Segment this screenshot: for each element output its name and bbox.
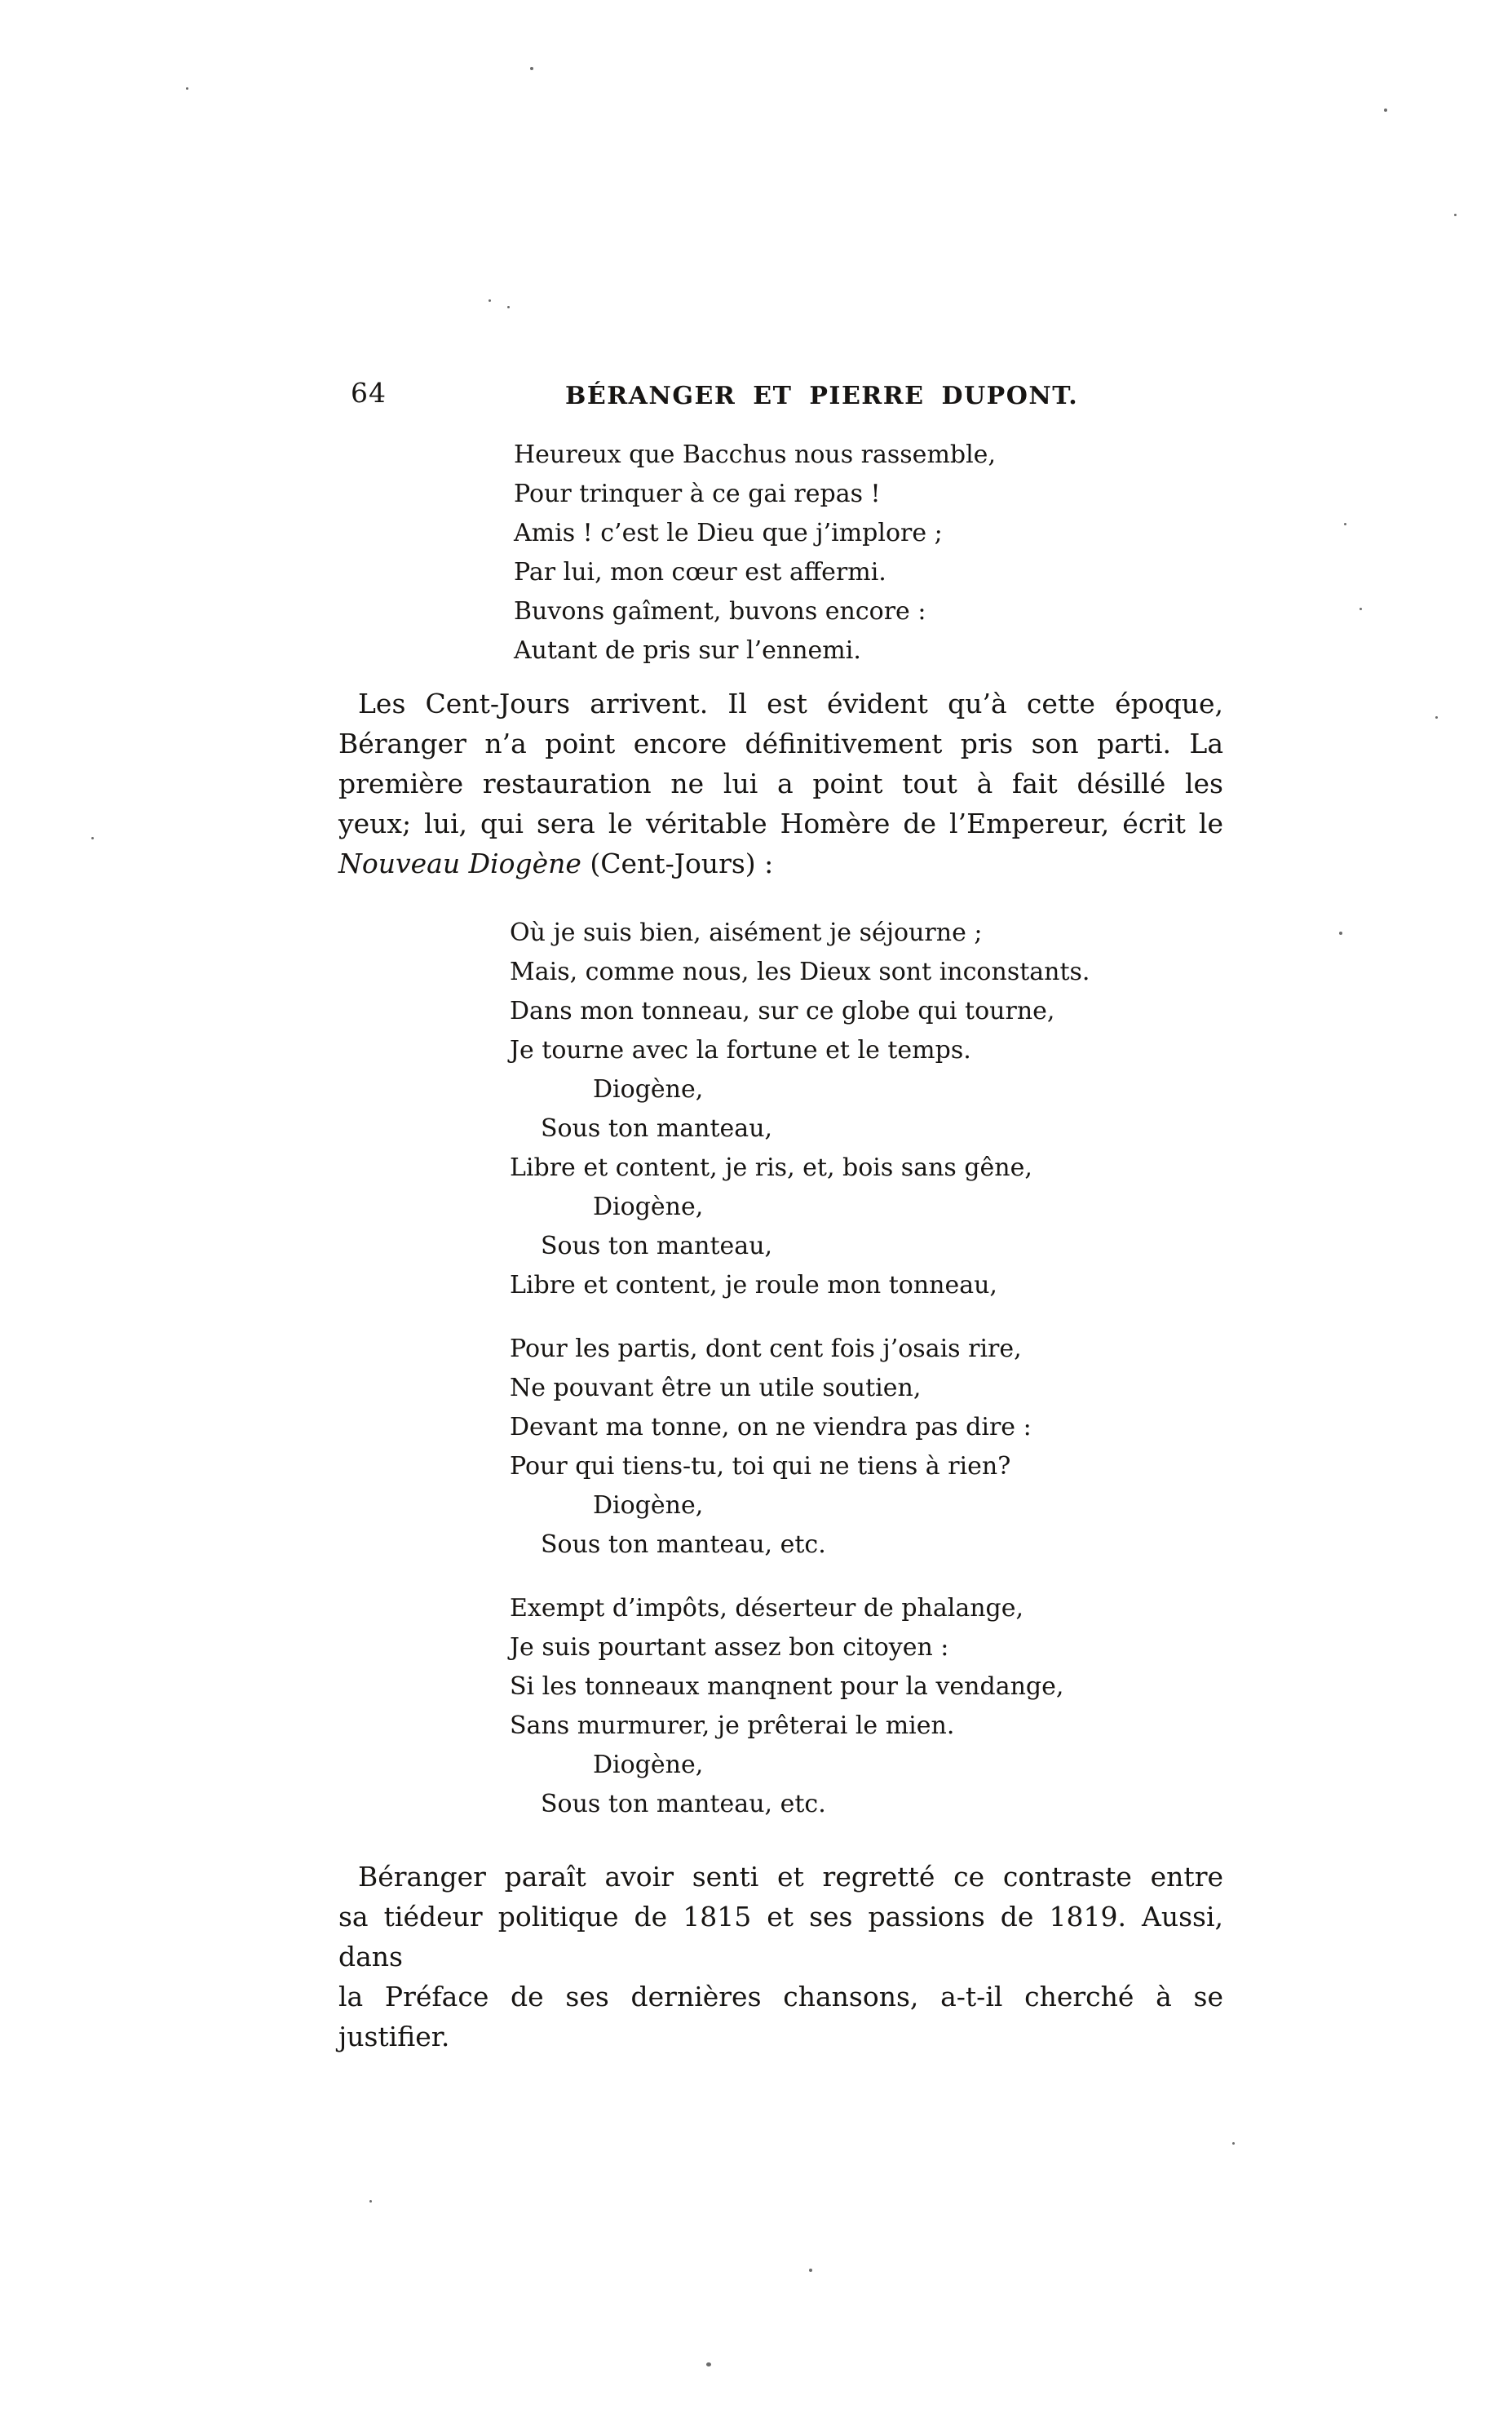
scan-speck — [1359, 608, 1362, 610]
scan-speck — [706, 2362, 711, 2367]
paragraph-line — [338, 843, 1223, 883]
scan-speck — [507, 306, 510, 308]
poem-nouveau-diogene — [510, 914, 1090, 1824]
verse-line: Par lui, mon cœur est affermi. — [514, 558, 886, 587]
verse-line-refrain: Diogène, — [593, 1751, 704, 1779]
verse-line: Pour qui tiens-tu, toi qui ne tiens à rien? — [510, 1452, 1011, 1481]
verse-line: Ne pouvant être un utile soutien, — [510, 1374, 922, 1402]
scan-speck — [369, 2200, 372, 2203]
verse-line: Pour les partis, dont cent fois j’osais rire, — [510, 1335, 1022, 1363]
scan-speck — [1339, 932, 1342, 935]
paragraph-line: yeux; lui, qui sera le véritable Homère de l’Empereur, écrit le — [338, 808, 1223, 839]
verse-line: Autant de pris sur l’ennemi. — [514, 636, 861, 665]
paragraph-line-text: (Cent-Jours) : — [581, 848, 774, 879]
verse-line-refrain: Diogène, — [593, 1491, 704, 1520]
paragraph-line: sa tiédeur politique de 1815 et ses passions de 1819. Aussi, dans — [338, 1901, 1223, 1972]
scan-speck — [1454, 214, 1457, 216]
verse-line: Dans mon tonneau, sur ce globe qui tourne, — [510, 997, 1055, 1025]
verse-line-refrain: Sous ton manteau, etc. — [541, 1790, 826, 1818]
scan-speck — [1384, 108, 1387, 112]
verse-line: Pour trinquer à ce gai repas ! — [514, 480, 881, 508]
paragraph-preface — [338, 1857, 1223, 2057]
scan-speck — [809, 2269, 812, 2272]
paragraph-cent-jours — [338, 684, 1223, 883]
stanza-bacchus — [514, 436, 996, 671]
verse-line: Exempt d’impôts, déserteur de phalange, — [510, 1594, 1024, 1623]
scan-speck — [1344, 523, 1346, 525]
verse-line: Si les tonneaux manqnent pour la vendange, — [510, 1672, 1064, 1701]
verse-line-refrain: Sous ton manteau, etc. — [541, 1530, 826, 1559]
verse-line: Amis ! c’est le Dieu que j’implore ; — [514, 519, 943, 547]
verse-line-refrain: Sous ton manteau, — [541, 1232, 773, 1260]
scan-speck — [489, 299, 491, 302]
verse-line: Sans murmurer, je prêterai le mien. — [510, 1711, 955, 1740]
verse-line: Heureux que Bacchus nous rassemble, — [514, 441, 996, 469]
work-title-italic: Nouveau Diogène — [338, 848, 581, 879]
paragraph-line: Béranger paraît avoir senti et regretté ce contraste entre — [358, 1861, 1223, 1893]
paragraph-line: Béranger n’a point encore définitivement pris son parti. La — [338, 728, 1223, 759]
paragraph-line: la Préface de ses dernières chansons, a-t-il cherché à se justifier. — [338, 1981, 1223, 2052]
poem-stanza — [510, 1330, 1090, 1565]
verse-line-refrain: Diogène, — [593, 1075, 704, 1104]
verse-line: Devant ma tonne, on ne viendra pas dire : — [510, 1413, 1032, 1441]
running-header: BÉRANGER ET PIERRE DUPONT. — [565, 382, 1079, 410]
paragraph-line: première restauration ne lui a point tout à fait désillé les — [338, 768, 1223, 799]
verse-line: Mais, comme nous, les Dieux sont inconstants. — [510, 958, 1090, 986]
verse-line-refrain: Sous ton manteau, — [541, 1114, 773, 1143]
scan-speck — [1435, 716, 1438, 719]
verse-line: Où je suis bien, aisément je séjourne ; — [510, 919, 983, 947]
scan-speck — [530, 67, 533, 70]
verse-line: Je suis pourtant assez bon citoyen : — [510, 1633, 949, 1662]
scan-speck — [1232, 2142, 1235, 2145]
verse-line: Je tourne avec la fortune et le temps. — [510, 1036, 971, 1065]
verse-line: Libre et content, je ris, et, bois sans gêne, — [510, 1153, 1032, 1182]
scan-speck — [91, 837, 94, 839]
page-number: 64 — [351, 377, 387, 409]
verse-line: Libre et content, je roule mon tonneau, — [510, 1271, 997, 1299]
scan-speck — [186, 87, 188, 90]
verse-line-refrain: Diogène, — [593, 1193, 704, 1221]
verse-line: Buvons gaîment, buvons encore : — [514, 597, 926, 626]
poem-stanza — [510, 914, 1090, 1305]
poem-stanza — [510, 1589, 1090, 1824]
paragraph-line: Les Cent-Jours arrivent. Il est évident qu’à cette époque, — [358, 688, 1223, 719]
